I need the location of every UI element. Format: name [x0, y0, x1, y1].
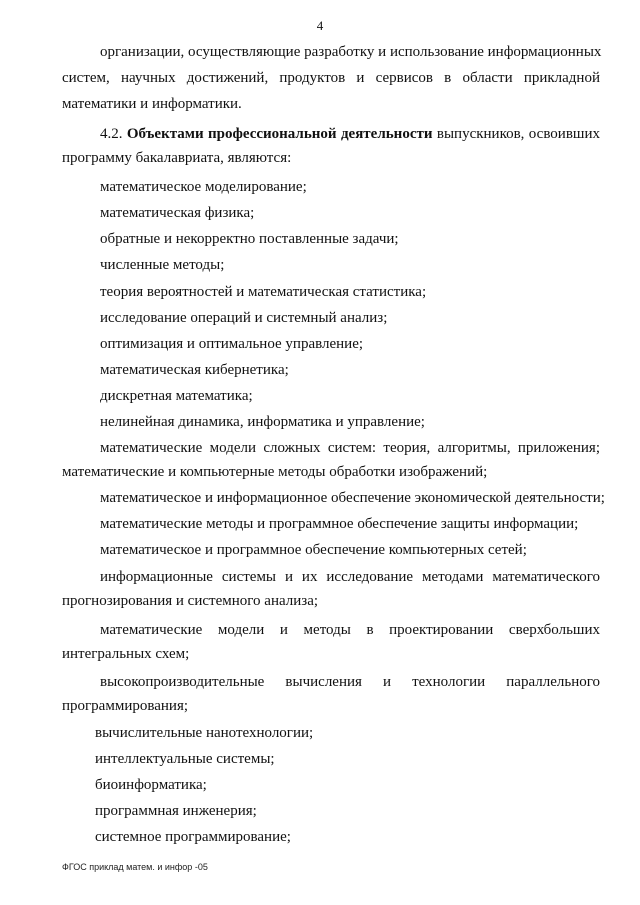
list-item: обратные и некорректно поставленные задачи;	[100, 231, 399, 247]
list-item: дискретная математика;	[100, 388, 253, 404]
list-item-infosys-line-1: информационные системы и их исследование методами математического	[100, 569, 600, 585]
list-item: системное программирование;	[95, 829, 291, 845]
list-item-econ: математическое и информационное обеспечение экономической деятельности;	[100, 490, 605, 506]
list-item: биоинформатика;	[95, 777, 207, 793]
list-item-hpc-line-2: программирования;	[62, 698, 189, 714]
list-item-infosys-line-2: прогнозирования и системного анализа;	[62, 593, 319, 609]
section-heading-line	[100, 124, 600, 144]
page-number: 4	[316, 18, 324, 33]
list-item-hpc-line-1: высокопроизводительные вычисления и технологии параллельного	[100, 674, 600, 690]
intro-line-1: организации, осуществляющие разработку и использование информационных	[100, 44, 602, 60]
section-heading-rest: выпускников, освоивших	[436, 126, 600, 142]
list-item: численные методы;	[100, 257, 225, 273]
list-item: интеллектуальные системы;	[95, 751, 275, 767]
document-footer: ФГОС приклад матем. и инфор -05	[62, 862, 208, 872]
list-item: оптимизация и оптимальное управление;	[100, 336, 364, 352]
section-number: 4.2.	[100, 126, 123, 142]
list-item: теория вероятностей и математическая статистика;	[100, 284, 427, 300]
section-heading-line-2: программу бакалавриата, являются:	[62, 150, 292, 166]
list-item: исследование операций и системный анализ;	[100, 310, 388, 326]
list-item-vlsi-line-2: интегральных схем;	[62, 646, 190, 662]
list-item-security: математические методы и программное обеспечение защиты информации;	[100, 516, 579, 532]
list-item-models-line-2: математические и компьютерные методы обработки изображений;	[62, 464, 488, 480]
list-item: вычислительные нанотехнологии;	[95, 725, 314, 741]
section-bold-term: Объектами профессиональной деятельности	[126, 126, 433, 142]
intro-line-3: математики и информатики.	[62, 96, 242, 112]
list-item-networks: математическое и программное обеспечение компьютерных сетей;	[100, 542, 527, 558]
list-item: математическое моделирование;	[100, 179, 307, 195]
list-item: нелинейная динамика, информатика и управление;	[100, 414, 425, 430]
list-item-models-line-1: математические модели сложных систем: теория, алгоритмы, приложения;	[100, 440, 600, 456]
intro-line-2: систем, научных достижений, продуктов и сервисов в области прикладной	[62, 70, 600, 86]
list-item: программная инженерия;	[95, 803, 257, 819]
list-item: математическая физика;	[100, 205, 255, 221]
list-item: математическая кибернетика;	[100, 362, 289, 378]
list-item-vlsi-line-1: математические модели и методы в проектировании сверхбольших	[100, 622, 600, 638]
